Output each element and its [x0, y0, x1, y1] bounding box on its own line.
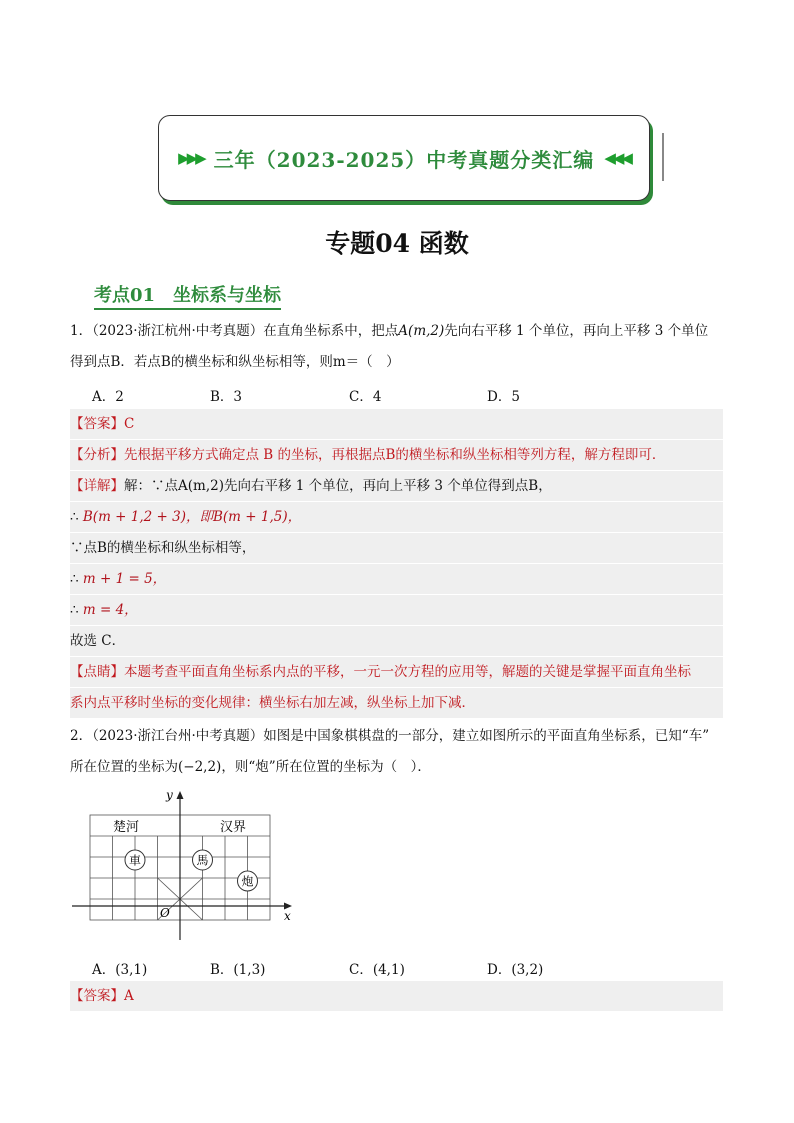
- q1-choice-c[interactable]: C．4: [349, 389, 382, 405]
- q1-line1-tail: 先向右平移 1 个单位，再向上平移 3 个单位: [444, 323, 709, 339]
- q1-line1-text: 在直角坐标系中，把点: [263, 323, 399, 339]
- q1-choice-b[interactable]: B．3: [210, 389, 243, 405]
- analysis-tag: 【分析】: [70, 447, 124, 463]
- detail-formula-m: m = 4，: [82, 602, 138, 618]
- therefore-symbol: ∴: [70, 571, 83, 587]
- q1-analysis: [70, 440, 723, 470]
- detail-formula-eq: m + 1 = 5，: [82, 571, 167, 587]
- q1-choice-d[interactable]: D．5: [487, 389, 520, 405]
- q1-detail-2: [70, 502, 723, 532]
- q1-answer: [70, 409, 723, 439]
- q1-line2: 得到点B．若点B的横坐标和纵坐标相等，则m＝（ ）: [70, 354, 400, 370]
- answer-tag: 【答案】: [70, 416, 124, 432]
- q1-number: 1．: [70, 323, 93, 339]
- q1-detail-1: [70, 471, 723, 501]
- origin-label: O: [160, 906, 170, 920]
- comment-line-2: 系内点平移时坐标的变化规律：横坐标右加左减，纵坐标上加下减．: [70, 695, 475, 711]
- analysis-text: 先根据平移方式确定点 B 的坐标，再根据点B的横坐标和纵坐标相等列方程，解方程即可．: [124, 447, 666, 463]
- q1-detail-4: [70, 564, 723, 594]
- banner-title: 三年（2023-2025）中考真题分类汇编: [213, 147, 595, 172]
- y-axis-label: y: [166, 788, 173, 802]
- x-axis-label: x: [284, 909, 291, 923]
- q2-choice-a[interactable]: A．(3,1): [92, 962, 148, 978]
- q1-detail-5: [70, 595, 723, 625]
- piece-che: 車: [128, 853, 142, 868]
- q1-point-a: A(m,2): [398, 323, 445, 339]
- q1-comment-2: [70, 688, 723, 718]
- q1-source: （2023·浙江杭州·中考真题）: [92, 323, 264, 339]
- q1-stem: [70, 316, 730, 378]
- detail-formula-b: B(m + 1,2 + 3)，即B(m + 1,5)，: [82, 509, 302, 525]
- therefore-symbol: ∴: [70, 509, 83, 525]
- q2-choice-b[interactable]: B．(1,3): [210, 962, 266, 978]
- section-title: 考点01 坐标系与坐标: [94, 281, 281, 310]
- comment-tag: 【点睛】: [70, 664, 124, 680]
- q2-number: 2．: [70, 728, 93, 744]
- piece-ma: 馬: [196, 853, 209, 868]
- comment-line-1: 本题考查平面直角坐标系内点的平移，一元一次方程的应用等，解题的关键是掌握平面直角坐标: [124, 664, 691, 680]
- q2-choice-d[interactable]: D．(3,2): [487, 962, 544, 978]
- q2-line1-text: 如图是中国象棋棋盘的一部分，建立如图所示的平面直角坐标系，已知“车”: [263, 728, 710, 744]
- detail-line-1: 解：∵点A(m,2)先向右平移 1 个单位，再向上平移 3 个单位得到点B，: [124, 478, 552, 494]
- q2-answer: [70, 981, 723, 1011]
- answer-tag: 【答案】: [70, 988, 124, 1004]
- q1-detail-3: [70, 533, 723, 563]
- y-axis-arrow-icon: [177, 791, 184, 799]
- q2-choice-c[interactable]: C．(4,1): [349, 962, 405, 978]
- detail-line-6: 故选 C．: [70, 633, 126, 649]
- river-right-text: 汉界: [220, 820, 247, 835]
- right-arrows-icon: ▶▶▶: [178, 149, 204, 167]
- banner-side-line: [662, 133, 664, 181]
- detail-line-3: ∵点B的横坐标和纵坐标相等，: [70, 540, 256, 556]
- answer-value: A: [124, 988, 134, 1004]
- q1-choice-a[interactable]: A．2: [92, 389, 124, 405]
- left-arrows-icon: ◀◀◀: [604, 149, 630, 167]
- topic-title: 专题04 函数: [325, 229, 469, 258]
- piece-pao: 炮: [241, 874, 254, 889]
- answer-value: C: [124, 416, 135, 432]
- q1-line1: [70, 316, 730, 347]
- chess-board-figure: [60, 780, 300, 950]
- river-left-text: 楚河: [113, 820, 140, 835]
- q2-source: （2023·浙江台州·中考真题）: [92, 728, 264, 744]
- therefore-symbol: ∴: [70, 602, 83, 618]
- q2-line2: 所在位置的坐标为(−2,2)，则“炮”所在位置的坐标为（ ）．: [70, 759, 431, 775]
- detail-tag: 【详解】: [70, 478, 124, 494]
- q2-stem: [70, 721, 730, 783]
- q1-comment-1: [70, 657, 723, 687]
- title-banner: [158, 115, 650, 201]
- q2-line1: [70, 721, 730, 752]
- q1-detail-6: [70, 626, 723, 656]
